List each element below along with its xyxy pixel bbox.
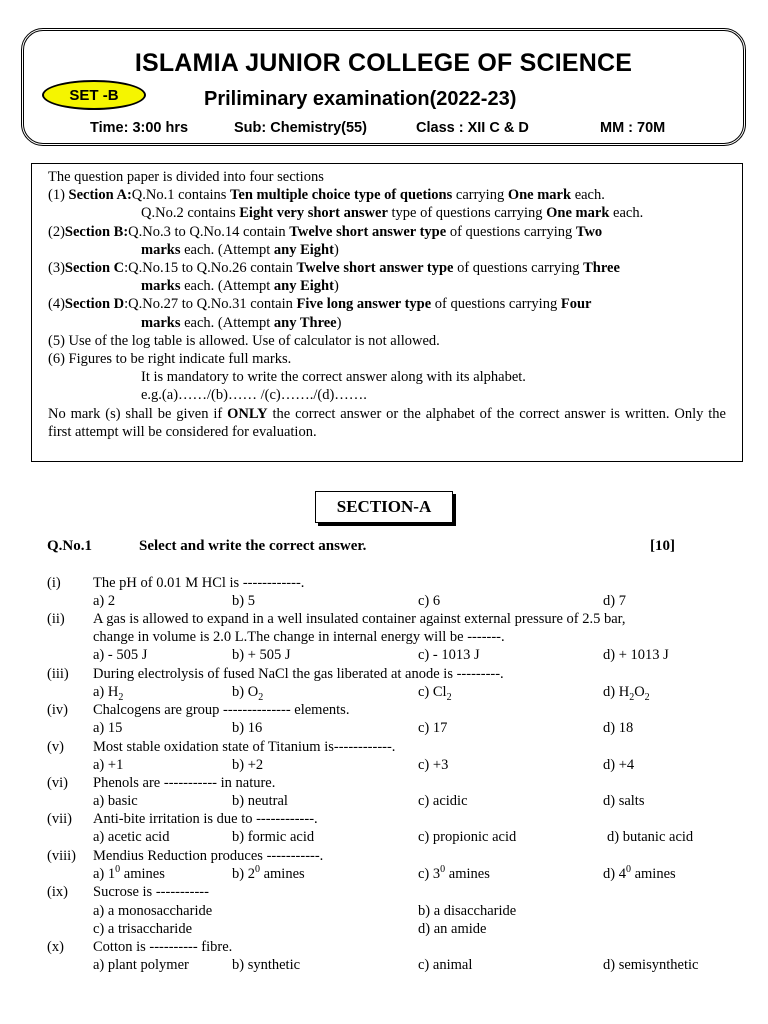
option-b: b) +2 xyxy=(232,757,264,773)
instr-section-a: (1) Section A:Q.No.1 contains Ten multiple choice type of quetions carrying One mark each. xyxy=(48,187,605,204)
college-name: ISLAMIA JUNIOR COLLEGE OF SCIENCE xyxy=(134,49,633,77)
option-c: c) 6 xyxy=(418,593,441,609)
question-text-cont: change in volume is 2.0 L.The change in internal energy will be -------. xyxy=(93,629,505,645)
set-badge: SET -B xyxy=(42,80,146,110)
instr-section-a-q2: Q.No.2 contains Eight very short answer type of questions carrying One mark each. xyxy=(141,205,644,222)
option-b: b) 16 xyxy=(232,720,263,736)
section-title: SECTION-A xyxy=(315,491,453,523)
option-a: a) +1 xyxy=(93,757,124,773)
option-a: a) basic xyxy=(93,793,138,809)
instr-note-5: (5) Use of the log table is allowed. Use of calculator is not allowed. xyxy=(48,332,440,349)
option-b: b) 5 xyxy=(232,593,255,609)
question-number: (ii) xyxy=(47,611,65,627)
option-c: c) 17 xyxy=(418,720,448,736)
question-number: (v) xyxy=(47,739,64,755)
question-number: (ix) xyxy=(47,884,68,900)
question-text: A gas is allowed to expand in a well insulated container against external pressure of 2.5 bar, xyxy=(93,611,626,627)
header-box xyxy=(21,28,746,146)
instr-mandatory: It is mandatory to write the correct answer along with its alphabet. xyxy=(141,369,526,386)
option-b: b) neutral xyxy=(232,793,288,809)
instr-note-6: (6) Figures to be right indicate full marks. xyxy=(48,351,292,368)
option-d: d) + 1013 J xyxy=(603,647,669,663)
option-c: c) $Cl_2$ xyxy=(418,684,452,703)
q1-marks: [10] xyxy=(650,538,675,554)
option-d: d) semisynthetic xyxy=(603,957,699,973)
option-d: d) 7 xyxy=(603,593,626,609)
exam-title: Priliminary examination(2022-23) xyxy=(204,88,517,110)
option-d: d) an amide xyxy=(418,921,487,937)
question-text: The pH of 0.01 M HCl is ------------. xyxy=(93,575,305,591)
option-c: c) animal xyxy=(418,957,473,973)
question-text: During electrolysis of fused NaCl the gas liberated at anode is ---------. xyxy=(93,666,504,682)
question-text: Mendius Reduction produces -----------. xyxy=(93,848,324,864)
option-a: a) 2 xyxy=(93,593,116,609)
option-b: b) + 505 J xyxy=(232,647,291,663)
option-d: d) +4 xyxy=(603,757,635,773)
instr-intro: The question paper is divided into four sections xyxy=(48,169,324,185)
option-a: a) $H_2$ xyxy=(93,684,124,703)
question-text: Cotton is ---------- fibre. xyxy=(93,939,233,955)
question-number: (i) xyxy=(47,575,61,591)
question-number: (iii) xyxy=(47,666,69,682)
option-a: a) a monosaccharide xyxy=(93,903,213,919)
instr-section-d-cont: marks each. (Attempt any Three) xyxy=(141,314,342,331)
q1-instruction: Select and write the correct answer. xyxy=(139,538,367,554)
option-c: c) a trisaccharide xyxy=(93,921,193,937)
exam-marks: MM : 70M xyxy=(600,120,666,136)
instr-section-c: (3)Section C:Q.No.15 to Q.No.26 contain Twelve short answer type of questions carrying Three xyxy=(48,260,620,277)
instr-section-b-cont: marks each. (Attempt any Eight) xyxy=(141,241,339,258)
option-b: b) formic acid xyxy=(232,829,315,845)
question-number: (iv) xyxy=(47,702,68,718)
option-a: a) - 505 J xyxy=(93,647,148,663)
instr-section-d: (4)Section D:Q.No.27 to Q.No.31 contain Five long answer type of questions carrying Four xyxy=(48,296,592,313)
option-c: c) propionic acid xyxy=(418,829,517,845)
instructions-box xyxy=(31,163,743,462)
question-number: (vi) xyxy=(47,775,68,791)
exam-class: Class : XII C & D xyxy=(416,120,529,136)
question-number: (vii) xyxy=(47,811,72,827)
question-text: Most stable oxidation state of Titanium is------------. xyxy=(93,739,396,755)
option-c: c) - 1013 J xyxy=(418,647,480,663)
option-d: d) $H_2O_2$ xyxy=(603,684,650,703)
instr-section-b: (2)Section B:Q.No.3 to Q.No.14 contain Twelve short answer type of questions carrying Two xyxy=(48,223,603,240)
instr-no-mark: No mark (s) shall be given if ONLY the correct answer or the alphabet of the correct answer is written. Only the first attempt will be considered for evaluation. xyxy=(48,405,726,440)
option-c: c) acidic xyxy=(418,793,468,809)
question-text: Phenols are ----------- in nature. xyxy=(93,775,276,791)
instr-section-c-cont: marks each. (Attempt any Eight) xyxy=(141,278,339,295)
option-d: d) salts xyxy=(603,793,645,809)
option-d: d) 18 xyxy=(603,720,634,736)
option-a: a) plant polymer xyxy=(93,957,189,973)
option-b: b) a disaccharide xyxy=(418,903,517,919)
question-text: Chalcogens are group -------------- elements. xyxy=(93,702,350,718)
option-a: a) acetic acid xyxy=(93,829,170,845)
option-b: b) $2^0$ amines xyxy=(232,864,305,882)
instr-example: e.g.(a)……/(b)…… /(c)……./(d)……. xyxy=(141,387,367,404)
option-b: b) synthetic xyxy=(232,957,301,973)
option-c: c) $3^0$ amines xyxy=(418,864,490,882)
question-text: Anti-bite irritation is due to ------------. xyxy=(93,811,318,827)
q1-label: Q.No.1 xyxy=(47,538,92,554)
question-number: (x) xyxy=(47,939,64,955)
option-d: d) $4^0$ amines xyxy=(603,864,676,882)
option-c: c) +3 xyxy=(418,757,449,773)
question-number: (viii) xyxy=(47,848,76,864)
exam-subject: Sub: Chemistry(55) xyxy=(234,120,367,136)
option-d: d) butanic acid xyxy=(607,829,694,845)
exam-time: Time: 3:00 hrs xyxy=(90,120,189,136)
option-a: a) $1^0$ amines xyxy=(93,864,165,882)
option-a: a) 15 xyxy=(93,720,123,736)
question-text: Sucrose is ----------- xyxy=(93,884,209,900)
option-b: b) $O_2$ xyxy=(232,684,264,703)
